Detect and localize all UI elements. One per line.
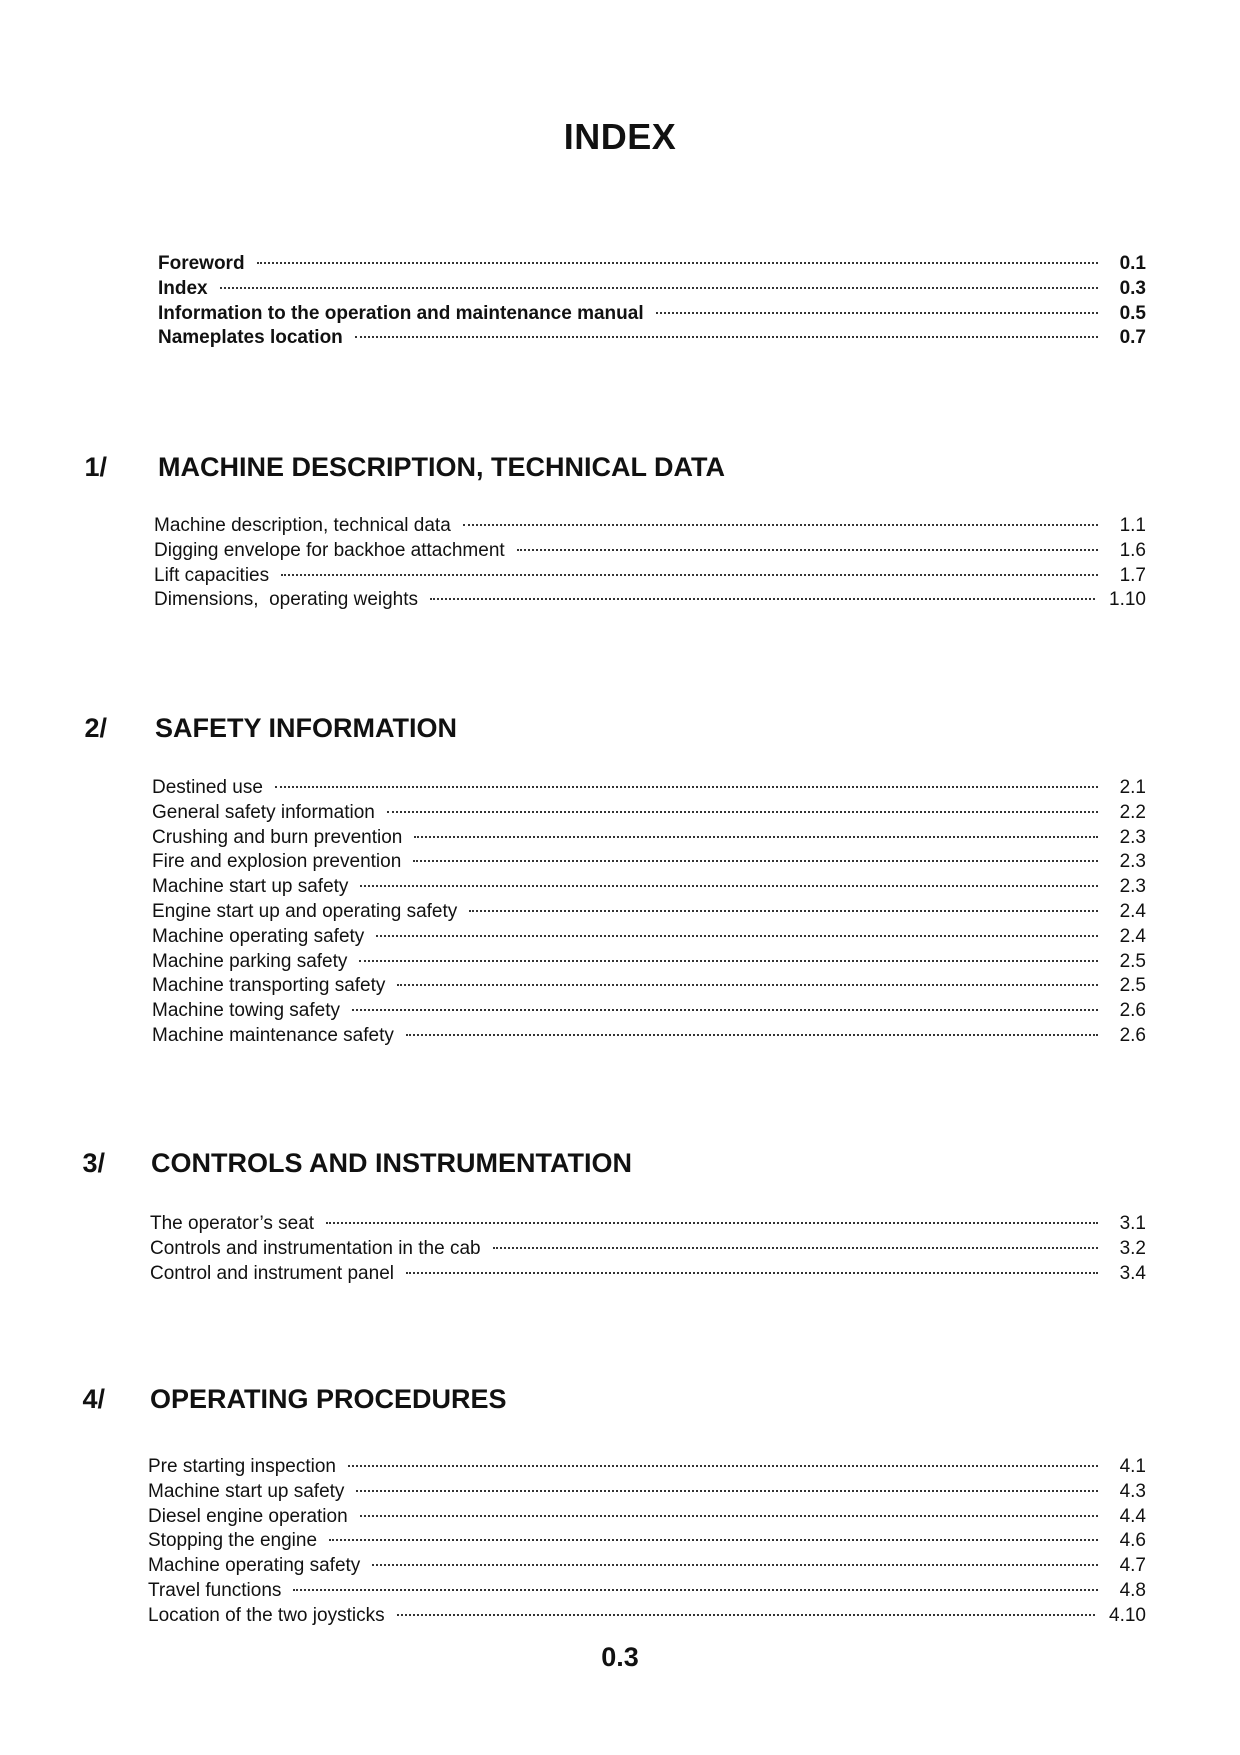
section-entry-list [152,776,1146,1049]
dot-leader [372,1564,1098,1566]
section-number: 4/ [82,1384,105,1414]
toc-entry-page: 2.2 [1119,801,1146,823]
toc-entry-label: Controls and instrumentation in the cab [150,1237,481,1259]
section-entry-list [150,1212,1146,1286]
dot-leader [406,1034,1098,1036]
section-number: 3/ [82,1148,105,1178]
toc-entry-page: 2.1 [1119,777,1146,798]
toc-entry [150,1237,1146,1262]
toc-entry-page: 2.6 [1119,1000,1146,1022]
toc-entry-page: 3.2 [1119,1237,1146,1259]
dot-leader [356,1490,1098,1492]
page-title: INDEX [563,116,677,157]
toc-entry-label: Lift capacities [154,564,270,586]
section-number: 2/ [84,713,107,743]
toc-entry-label: Fire and explosion prevention [152,851,402,873]
toc-entry [154,539,1146,564]
section-number: 1/ [84,452,107,482]
toc-entry-page: 0.5 [1119,302,1146,324]
toc-entry [158,326,1146,351]
page-number: 0.3 [601,1642,639,1672]
toc-entry [152,900,1146,925]
toc-entry [158,277,1146,302]
dot-leader [413,860,1098,862]
toc-entry-label: Machine start up safety [148,1480,345,1502]
toc-entry-page: 1.1 [1119,515,1146,536]
toc-entry-page: 4.10 [1109,1604,1146,1626]
toc-entry-label: Dimensions, operating weights [154,589,419,611]
toc-entry [148,1604,1146,1629]
section-title: CONTROLS AND INSTRUMENTATION [151,1148,632,1178]
toc-entry-label: Index [158,277,208,299]
toc-entry-label: Crushing and burn prevention [152,826,403,848]
toc-entry-label: Machine operating safety [148,1555,361,1577]
toc-entry [152,925,1146,950]
toc-entry-page: 4.7 [1119,1555,1146,1577]
toc-entry [148,1455,1146,1480]
toc-entry-page: 2.4 [1119,900,1146,922]
toc-entry-label: Travel functions [148,1579,282,1601]
toc-entry-page: 4.4 [1119,1505,1146,1527]
toc-entry [152,776,1146,801]
dot-leader [360,885,1098,887]
dot-leader [360,1515,1098,1517]
dot-leader [397,1614,1095,1616]
toc-entry-label: Destined use [152,777,263,798]
toc-entry-label: Location of the two joysticks [148,1604,385,1626]
toc-entry-page: 0.7 [1119,327,1146,349]
toc-entry-label: Machine transporting safety [152,975,386,997]
toc-entry-label: Nameplates location [158,327,343,349]
toc-entry [154,564,1146,589]
dot-leader [397,984,1098,986]
toc-entry-page: 2.3 [1119,851,1146,873]
toc-entry [154,588,1146,613]
toc-entry [152,801,1146,826]
dot-leader [406,1272,1098,1274]
toc-entry-label: Control and instrument panel [150,1262,394,1284]
dot-leader [469,910,1098,912]
toc-entry-page: 1.10 [1109,589,1146,611]
toc-entry-label: Machine description, technical data [154,515,451,536]
dot-leader [493,1247,1098,1249]
toc-entry [158,302,1146,327]
section-title: SAFETY INFORMATION [155,713,457,743]
dot-leader [352,1009,1098,1011]
section-title: MACHINE DESCRIPTION, TECHNICAL DATA [158,452,725,482]
dot-leader [463,524,1098,526]
toc-entry-label: Digging envelope for backhoe attachment [154,539,505,561]
toc-entry-page: 2.3 [1119,876,1146,898]
toc-entry-page: 4.1 [1119,1456,1146,1477]
toc-entry-label: Machine towing safety [152,1000,340,1022]
section-entry-list [154,514,1146,613]
dot-leader [348,1465,1098,1467]
toc-entry [154,514,1146,539]
dot-leader [387,811,1098,813]
toc-entry-label: Machine operating safety [152,925,365,947]
dot-leader [359,960,1098,962]
toc-entry-label: Information to the operation and maintenance manual [158,302,644,324]
dot-leader [376,935,1098,937]
dot-leader [275,786,1098,788]
dot-leader [329,1539,1098,1541]
dot-leader [220,287,1098,289]
toc-entry [148,1579,1146,1604]
toc-entry-page: 2.6 [1119,1024,1146,1046]
toc-entry-label: The operator’s seat [150,1213,315,1234]
toc-entry [148,1480,1146,1505]
toc-entry [148,1529,1146,1554]
toc-entry-label: General safety information [152,801,375,823]
toc-entry [152,1024,1146,1049]
toc-entry-label: Foreword [158,253,245,274]
toc-entry-label: Diesel engine operation [148,1505,348,1527]
section-entry-list [148,1455,1146,1629]
toc-entry-page: 4.6 [1119,1530,1146,1552]
toc-entry-label: Machine parking safety [152,950,348,972]
toc-entry-page: 4.3 [1119,1480,1146,1502]
toc-entry [152,826,1146,851]
toc-entry-page: 0.3 [1119,277,1146,299]
toc-entry [150,1262,1146,1287]
toc-entry-label: Pre starting inspection [148,1456,336,1477]
toc-entry-label: Stopping the engine [148,1530,318,1552]
toc-entry-label: Machine start up safety [152,876,349,898]
toc-entry [152,950,1146,975]
toc-entry-label: Engine start up and operating safety [152,900,458,922]
dot-leader [430,598,1095,600]
toc-entry-page: 0.1 [1119,253,1146,274]
toc-entry [152,974,1146,999]
toc-entry-page: 2.4 [1119,925,1146,947]
section-title: OPERATING PROCEDURES [150,1384,507,1414]
toc-entry [152,850,1146,875]
toc-entry-page: 2.5 [1119,975,1146,997]
dot-leader [281,574,1098,576]
toc-entry-page: 4.8 [1119,1579,1146,1601]
dot-leader [355,336,1098,338]
toc-entry [152,999,1146,1024]
dot-leader [293,1589,1098,1591]
front-matter-list [158,252,1146,351]
toc-entry-label: Machine maintenance safety [152,1024,394,1046]
dot-leader [517,549,1098,551]
toc-entry [148,1554,1146,1579]
toc-entry [158,252,1146,277]
toc-entry-page: 2.3 [1119,826,1146,848]
toc-entry-page: 3.1 [1119,1213,1146,1234]
toc-entry [152,875,1146,900]
toc-entry-page: 3.4 [1119,1262,1146,1284]
dot-leader [414,836,1098,838]
toc-entry [148,1505,1146,1530]
dot-leader [656,312,1098,314]
dot-leader [326,1222,1098,1224]
toc-entry [150,1212,1146,1237]
toc-entry-page: 2.5 [1119,950,1146,972]
dot-leader [257,262,1098,264]
toc-entry-page: 1.6 [1119,539,1146,561]
toc-entry-page: 1.7 [1119,564,1146,586]
